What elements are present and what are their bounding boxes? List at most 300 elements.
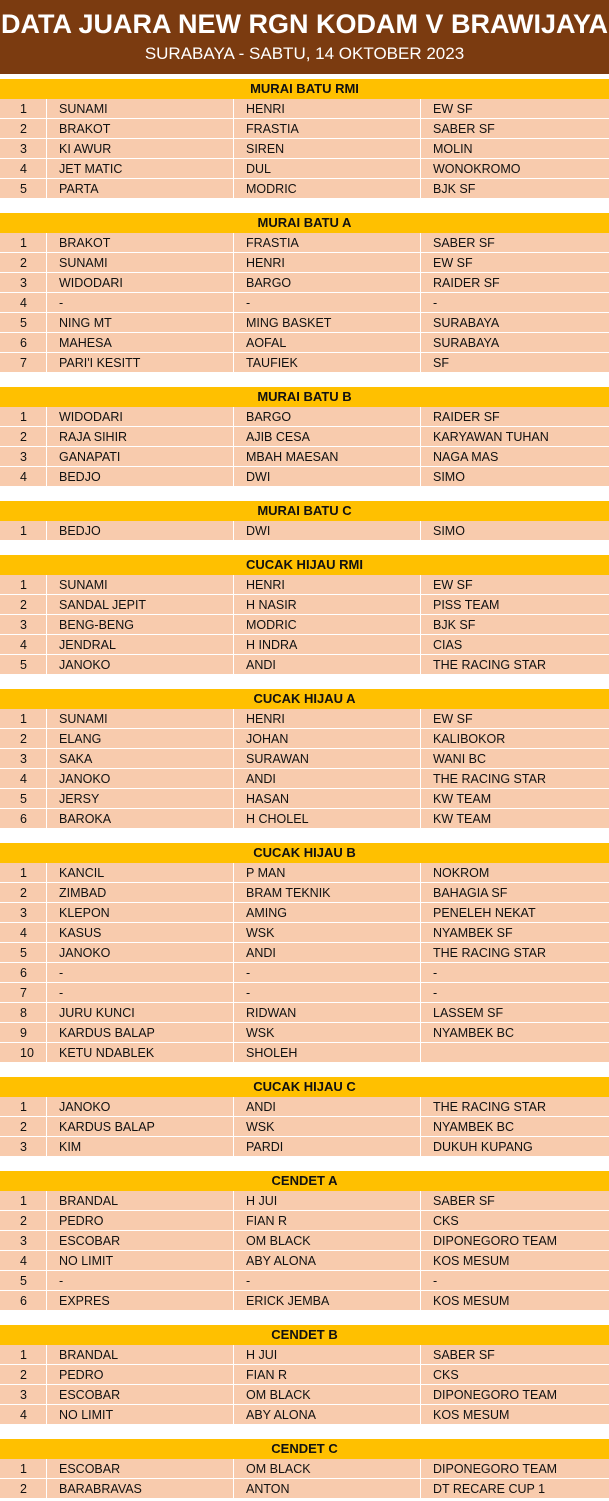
owner-name-cell: PARDI <box>234 1137 421 1157</box>
owner-name-cell: FRASTIA <box>234 119 421 139</box>
rank-cell: 10 <box>0 1043 47 1063</box>
rank-cell: 6 <box>0 1291 47 1311</box>
rank-cell: 3 <box>0 1385 47 1405</box>
result-section <box>0 555 609 675</box>
table-row <box>0 1137 609 1157</box>
table-row <box>0 253 609 273</box>
table-row <box>0 1479 609 1499</box>
table-row <box>0 1117 609 1137</box>
rank-cell: 1 <box>0 1097 47 1117</box>
rank-cell: 4 <box>0 467 47 487</box>
team-cell: CKS <box>421 1211 609 1231</box>
bird-name-cell: PARTA <box>47 179 234 199</box>
table-row <box>0 427 609 447</box>
bird-name-cell: WIDODARI <box>47 273 234 293</box>
table-row <box>0 575 609 595</box>
owner-name-cell: RIDWAN <box>234 1003 421 1023</box>
table-row <box>0 179 609 199</box>
result-section <box>0 501 609 541</box>
bird-name-cell: KARDUS BALAP <box>47 1023 234 1043</box>
team-cell: EW SF <box>421 709 609 729</box>
owner-name-cell: ANDI <box>234 769 421 789</box>
owner-name-cell: ANDI <box>234 655 421 675</box>
bird-name-cell: KASUS <box>47 923 234 943</box>
result-section <box>0 1325 609 1425</box>
team-cell: PISS TEAM <box>421 595 609 615</box>
team-cell: KW TEAM <box>421 789 609 809</box>
rank-cell: 2 <box>0 729 47 749</box>
team-cell: EW SF <box>421 253 609 273</box>
team-cell: NOKROM <box>421 863 609 883</box>
team-cell: DUKUH KUPANG <box>421 1137 609 1157</box>
rank-cell: 1 <box>0 575 47 595</box>
rank-cell: 4 <box>0 159 47 179</box>
section-spacer <box>0 199 609 213</box>
team-cell <box>421 1043 609 1063</box>
rank-cell: 1 <box>0 863 47 883</box>
rank-cell: 3 <box>0 139 47 159</box>
owner-name-cell: WSK <box>234 923 421 943</box>
bird-name-cell: ESCOBAR <box>47 1385 234 1405</box>
team-cell: DIPONEGORO TEAM <box>421 1459 609 1479</box>
team-cell: WANI BC <box>421 749 609 769</box>
team-cell: KW TEAM <box>421 809 609 829</box>
bird-name-cell: SUNAMI <box>47 575 234 595</box>
team-cell: NAGA MAS <box>421 447 609 467</box>
bird-name-cell: RAJA SIHIR <box>47 427 234 447</box>
table-row <box>0 273 609 293</box>
owner-name-cell: SIREN <box>234 139 421 159</box>
table-row <box>0 353 609 373</box>
team-cell: CIAS <box>421 635 609 655</box>
team-cell: KALIBOKOR <box>421 729 609 749</box>
owner-name-cell: BARGO <box>234 407 421 427</box>
bird-name-cell: MAHESA <box>47 333 234 353</box>
section-spacer <box>0 829 609 843</box>
team-cell: BJK SF <box>421 179 609 199</box>
owner-name-cell: ERICK JEMBA <box>234 1291 421 1311</box>
rank-cell: 9 <box>0 1023 47 1043</box>
rank-cell: 1 <box>0 1345 47 1365</box>
bird-name-cell: BEDJO <box>47 521 234 541</box>
table-row <box>0 1365 609 1385</box>
rank-cell: 4 <box>0 923 47 943</box>
bird-name-cell: BRAKOT <box>47 233 234 253</box>
section-title: MURAI BATU A <box>0 213 609 233</box>
section-title: CUCAK HIJAU B <box>0 843 609 863</box>
rank-cell: 5 <box>0 943 47 963</box>
section-spacer <box>0 541 609 555</box>
bird-name-cell: - <box>47 1271 234 1291</box>
results-list <box>0 79 609 1499</box>
rank-cell: 3 <box>0 615 47 635</box>
section-spacer <box>0 373 609 387</box>
bird-name-cell: KLEPON <box>47 903 234 923</box>
table-row <box>0 1385 609 1405</box>
rank-cell: 1 <box>0 709 47 729</box>
owner-name-cell: MODRIC <box>234 179 421 199</box>
owner-name-cell: AMING <box>234 903 421 923</box>
owner-name-cell: AOFAL <box>234 333 421 353</box>
table-row <box>0 903 609 923</box>
page-header <box>0 0 609 74</box>
rank-cell: 2 <box>0 595 47 615</box>
bird-name-cell: JANOKO <box>47 769 234 789</box>
team-cell: KOS MESUM <box>421 1291 609 1311</box>
section-spacer <box>0 675 609 689</box>
rank-cell: 5 <box>0 789 47 809</box>
table-row <box>0 729 609 749</box>
team-cell: NYAMBEK BC <box>421 1117 609 1137</box>
table-row <box>0 1211 609 1231</box>
bird-name-cell: SANDAL JEPIT <box>47 595 234 615</box>
team-cell: WONOKROMO <box>421 159 609 179</box>
team-cell: SIMO <box>421 467 609 487</box>
section-spacer <box>0 1311 609 1325</box>
bird-name-cell: BRANDAL <box>47 1191 234 1211</box>
owner-name-cell: ANDI <box>234 1097 421 1117</box>
rank-cell: 3 <box>0 1137 47 1157</box>
rank-cell: 4 <box>0 293 47 313</box>
owner-name-cell: AJIB CESA <box>234 427 421 447</box>
team-cell: NYAMBEK SF <box>421 923 609 943</box>
table-row <box>0 1097 609 1117</box>
bird-name-cell: BARABRAVAS <box>47 1479 234 1499</box>
owner-name-cell: HENRI <box>234 99 421 119</box>
owner-name-cell: - <box>234 963 421 983</box>
bird-name-cell: - <box>47 293 234 313</box>
section-title: CUCAK HIJAU C <box>0 1077 609 1097</box>
page-subtitle: SURABAYA - SABTU, 14 OKTOBER 2023 <box>144 44 465 63</box>
team-cell: - <box>421 963 609 983</box>
rank-cell: 5 <box>0 655 47 675</box>
rank-cell: 6 <box>0 963 47 983</box>
section-title: MURAI BATU B <box>0 387 609 407</box>
table-row <box>0 1023 609 1043</box>
bird-name-cell: BRAKOT <box>47 119 234 139</box>
table-row <box>0 407 609 427</box>
bird-name-cell: JANOKO <box>47 943 234 963</box>
team-cell: SURABAYA <box>421 313 609 333</box>
section-title: CENDET B <box>0 1325 609 1345</box>
rank-cell: 2 <box>0 1365 47 1385</box>
result-section <box>0 689 609 829</box>
table-row <box>0 159 609 179</box>
table-row <box>0 119 609 139</box>
team-cell: - <box>421 293 609 313</box>
table-row <box>0 521 609 541</box>
rank-cell: 2 <box>0 119 47 139</box>
team-cell: SABER SF <box>421 1191 609 1211</box>
rank-cell: 5 <box>0 313 47 333</box>
rank-cell: 2 <box>0 253 47 273</box>
bird-name-cell: JERSY <box>47 789 234 809</box>
owner-name-cell: BRAM TEKNIK <box>234 883 421 903</box>
table-row <box>0 467 609 487</box>
section-title: CUCAK HIJAU RMI <box>0 555 609 575</box>
bird-name-cell: NO LIMIT <box>47 1405 234 1425</box>
team-cell: THE RACING STAR <box>421 655 609 675</box>
rank-cell: 7 <box>0 983 47 1003</box>
table-row <box>0 883 609 903</box>
bird-name-cell: NING MT <box>47 313 234 333</box>
bird-name-cell: ELANG <box>47 729 234 749</box>
owner-name-cell: JOHAN <box>234 729 421 749</box>
bird-name-cell: KARDUS BALAP <box>47 1117 234 1137</box>
owner-name-cell: OM BLACK <box>234 1385 421 1405</box>
team-cell: LASSEM SF <box>421 1003 609 1023</box>
rank-cell: 1 <box>0 1191 47 1211</box>
table-row <box>0 709 609 729</box>
owner-name-cell: - <box>234 293 421 313</box>
bird-name-cell: - <box>47 983 234 1003</box>
team-cell: SABER SF <box>421 233 609 253</box>
section-title: CENDET C <box>0 1439 609 1459</box>
section-title: CUCAK HIJAU A <box>0 689 609 709</box>
bird-name-cell: KETU NDABLEK <box>47 1043 234 1063</box>
owner-name-cell: FRASTIA <box>234 233 421 253</box>
table-row <box>0 293 609 313</box>
team-cell: RAIDER SF <box>421 273 609 293</box>
owner-name-cell: WSK <box>234 1117 421 1137</box>
owner-name-cell: WSK <box>234 1023 421 1043</box>
team-cell: NYAMBEK BC <box>421 1023 609 1043</box>
result-section <box>0 1439 609 1499</box>
owner-name-cell: MING BASKET <box>234 313 421 333</box>
bird-name-cell: JENDRAL <box>47 635 234 655</box>
team-cell: DIPONEGORO TEAM <box>421 1385 609 1405</box>
team-cell: THE RACING STAR <box>421 769 609 789</box>
owner-name-cell: DWI <box>234 467 421 487</box>
table-row <box>0 1405 609 1425</box>
rank-cell: 4 <box>0 1405 47 1425</box>
table-row <box>0 313 609 333</box>
table-row <box>0 923 609 943</box>
rank-cell: 2 <box>0 1117 47 1137</box>
table-row <box>0 1231 609 1251</box>
table-row <box>0 139 609 159</box>
section-spacer <box>0 1063 609 1077</box>
table-row <box>0 635 609 655</box>
table-row <box>0 1043 609 1063</box>
rank-cell: 6 <box>0 809 47 829</box>
team-cell: BJK SF <box>421 615 609 635</box>
bird-name-cell: JET MATIC <box>47 159 234 179</box>
bird-name-cell: PARI'I KESITT <box>47 353 234 373</box>
bird-name-cell: - <box>47 963 234 983</box>
owner-name-cell: ANTON <box>234 1479 421 1499</box>
owner-name-cell: H JUI <box>234 1345 421 1365</box>
rank-cell: 6 <box>0 333 47 353</box>
owner-name-cell: MODRIC <box>234 615 421 635</box>
section-spacer <box>0 1157 609 1171</box>
rank-cell: 8 <box>0 1003 47 1023</box>
table-row <box>0 809 609 829</box>
result-section <box>0 387 609 487</box>
team-cell: SF <box>421 353 609 373</box>
rank-cell: 2 <box>0 1211 47 1231</box>
bird-name-cell: WIDODARI <box>47 407 234 427</box>
table-row <box>0 1291 609 1311</box>
team-cell: CKS <box>421 1365 609 1385</box>
table-row <box>0 749 609 769</box>
table-row <box>0 447 609 467</box>
team-cell: DIPONEGORO TEAM <box>421 1231 609 1251</box>
rank-cell: 3 <box>0 1231 47 1251</box>
bird-name-cell: KI AWUR <box>47 139 234 159</box>
owner-name-cell: HENRI <box>234 709 421 729</box>
team-cell: KOS MESUM <box>421 1251 609 1271</box>
team-cell: - <box>421 1271 609 1291</box>
owner-name-cell: H INDRA <box>234 635 421 655</box>
owner-name-cell: ABY ALONA <box>234 1251 421 1271</box>
team-cell: DT RECARE CUP 1 <box>421 1479 609 1499</box>
bird-name-cell: SAKA <box>47 749 234 769</box>
bird-name-cell: JANOKO <box>47 1097 234 1117</box>
bird-name-cell: SUNAMI <box>47 99 234 119</box>
bird-name-cell: PEDRO <box>47 1365 234 1385</box>
table-row <box>0 963 609 983</box>
owner-name-cell: DWI <box>234 521 421 541</box>
page-title: DATA JUARA NEW RGN KODAM V BRAWIJAYA <box>0 9 609 39</box>
rank-cell: 1 <box>0 407 47 427</box>
bird-name-cell: BRANDAL <box>47 1345 234 1365</box>
team-cell: BAHAGIA SF <box>421 883 609 903</box>
rank-cell: 1 <box>0 233 47 253</box>
owner-name-cell: OM BLACK <box>234 1231 421 1251</box>
table-row <box>0 333 609 353</box>
bird-name-cell: PEDRO <box>47 1211 234 1231</box>
rank-cell: 3 <box>0 273 47 293</box>
bird-name-cell: SUNAMI <box>47 709 234 729</box>
team-cell: SURABAYA <box>421 333 609 353</box>
rank-cell: 3 <box>0 749 47 769</box>
bird-name-cell: EXPRES <box>47 1291 234 1311</box>
team-cell: KOS MESUM <box>421 1405 609 1425</box>
table-row <box>0 1003 609 1023</box>
bird-name-cell: BEDJO <box>47 467 234 487</box>
owner-name-cell: HENRI <box>234 575 421 595</box>
result-section <box>0 79 609 199</box>
section-title: MURAI BATU RMI <box>0 79 609 99</box>
table-row <box>0 769 609 789</box>
rank-cell: 7 <box>0 353 47 373</box>
table-row <box>0 1191 609 1211</box>
rank-cell: 3 <box>0 903 47 923</box>
table-row <box>0 1251 609 1271</box>
owner-name-cell: MBAH MAESAN <box>234 447 421 467</box>
team-cell: THE RACING STAR <box>421 943 609 963</box>
bird-name-cell: BENG-BENG <box>47 615 234 635</box>
rank-cell: 4 <box>0 769 47 789</box>
section-spacer <box>0 487 609 501</box>
bird-name-cell: KIM <box>47 1137 234 1157</box>
owner-name-cell: FIAN R <box>234 1365 421 1385</box>
rank-cell: 1 <box>0 1459 47 1479</box>
team-cell: KARYAWAN TUHAN <box>421 427 609 447</box>
rank-cell: 2 <box>0 1479 47 1499</box>
table-row <box>0 1345 609 1365</box>
owner-name-cell: OM BLACK <box>234 1459 421 1479</box>
result-section <box>0 213 609 373</box>
table-row <box>0 99 609 119</box>
team-cell: SABER SF <box>421 119 609 139</box>
owner-name-cell: TAUFIEK <box>234 353 421 373</box>
table-row <box>0 789 609 809</box>
result-section <box>0 1171 609 1311</box>
bird-name-cell: JANOKO <box>47 655 234 675</box>
bird-name-cell: BAROKA <box>47 809 234 829</box>
bird-name-cell: SUNAMI <box>47 253 234 273</box>
table-row <box>0 655 609 675</box>
owner-name-cell: H JUI <box>234 1191 421 1211</box>
team-cell: MOLIN <box>421 139 609 159</box>
table-row <box>0 1459 609 1479</box>
rank-cell: 5 <box>0 1271 47 1291</box>
owner-name-cell: SHOLEH <box>234 1043 421 1063</box>
table-row <box>0 233 609 253</box>
team-cell: EW SF <box>421 575 609 595</box>
result-section <box>0 843 609 1063</box>
table-row <box>0 595 609 615</box>
owner-name-cell: - <box>234 1271 421 1291</box>
bird-name-cell: ESCOBAR <box>47 1231 234 1251</box>
rank-cell: 2 <box>0 427 47 447</box>
table-row <box>0 983 609 1003</box>
owner-name-cell: P MAN <box>234 863 421 883</box>
team-cell: THE RACING STAR <box>421 1097 609 1117</box>
rank-cell: 5 <box>0 179 47 199</box>
bird-name-cell: KANCIL <box>47 863 234 883</box>
owner-name-cell: H NASIR <box>234 595 421 615</box>
section-spacer <box>0 1425 609 1439</box>
section-title: MURAI BATU C <box>0 501 609 521</box>
bird-name-cell: ESCOBAR <box>47 1459 234 1479</box>
table-row <box>0 615 609 635</box>
table-row <box>0 863 609 883</box>
rank-cell: 1 <box>0 99 47 119</box>
owner-name-cell: H CHOLEL <box>234 809 421 829</box>
rank-cell: 2 <box>0 883 47 903</box>
rank-cell: 1 <box>0 521 47 541</box>
table-row <box>0 1271 609 1291</box>
rank-cell: 3 <box>0 447 47 467</box>
rank-cell: 4 <box>0 1251 47 1271</box>
rank-cell: 4 <box>0 635 47 655</box>
team-cell: SIMO <box>421 521 609 541</box>
owner-name-cell: SURAWAN <box>234 749 421 769</box>
owner-name-cell: ABY ALONA <box>234 1405 421 1425</box>
team-cell: EW SF <box>421 99 609 119</box>
owner-name-cell: BARGO <box>234 273 421 293</box>
bird-name-cell: NO LIMIT <box>47 1251 234 1271</box>
result-section <box>0 1077 609 1157</box>
bird-name-cell: GANAPATI <box>47 447 234 467</box>
owner-name-cell: FIAN R <box>234 1211 421 1231</box>
owner-name-cell: ANDI <box>234 943 421 963</box>
owner-name-cell: - <box>234 983 421 1003</box>
owner-name-cell: DUL <box>234 159 421 179</box>
team-cell: PENELEH NEKAT <box>421 903 609 923</box>
team-cell: - <box>421 983 609 1003</box>
owner-name-cell: HENRI <box>234 253 421 273</box>
bird-name-cell: JURU KUNCI <box>47 1003 234 1023</box>
bird-name-cell: ZIMBAD <box>47 883 234 903</box>
table-row <box>0 943 609 963</box>
section-title: CENDET A <box>0 1171 609 1191</box>
team-cell: SABER SF <box>421 1345 609 1365</box>
team-cell: RAIDER SF <box>421 407 609 427</box>
